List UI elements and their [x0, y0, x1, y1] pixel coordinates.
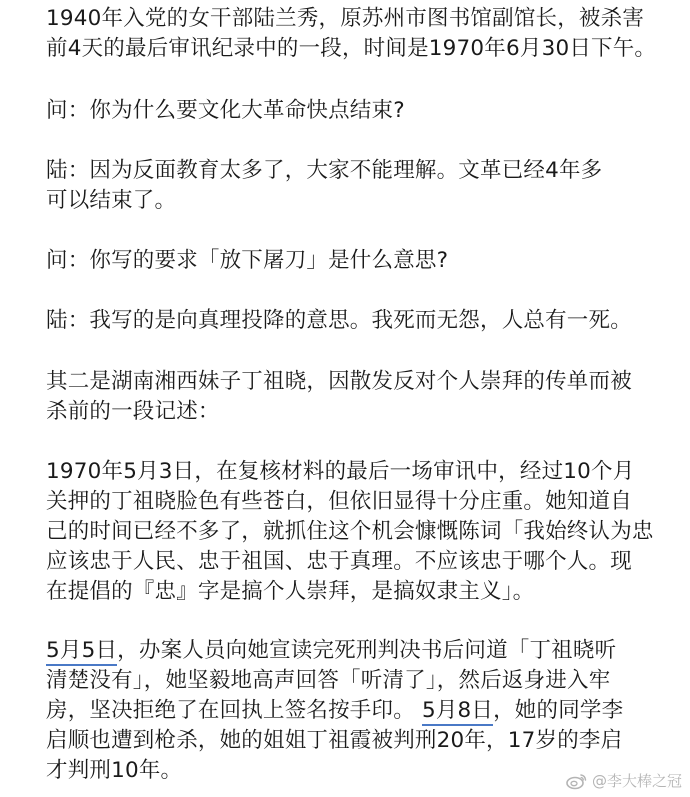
text-line: 陆：我写的是向真理投降的意思。我死而无怨，人总有一死。: [46, 308, 632, 333]
text-segment: 房，坚决拒绝了在回执上签名按手印。: [46, 698, 422, 723]
text-line: 清楚没有」，她坚毅地高声回答「听清了」，然后返身进入牢: [46, 668, 611, 693]
text-line: 问：你为什么要文化大革命快点结束?: [46, 98, 405, 123]
text-line: 陆：因为反面教育太多了，大家不能理解。文革已经4年多: [46, 158, 603, 183]
text-line: 应该忠于人民、忠于祖国、忠于真理。不应该忠于哪个人。现: [46, 549, 632, 574]
text-line: 问：你写的要求「放下屠刀」是什么意思?: [46, 248, 449, 273]
text-line: 其二是湖南湘西妹子丁祖晓，因散发反对个人崇拜的传单而被: [46, 369, 632, 394]
text-line: 启顺也遭到枪杀，她的姐姐丁祖霞被判刑20年，17岁的李启: [46, 728, 623, 753]
text-line: 关押的丁祖晓脸色有些苍白，但依旧显得十分庄重。她知道自: [46, 489, 632, 514]
text-line: 杀前的一段记述：: [46, 399, 220, 424]
text-line: [46, 696, 623, 726]
paragraph-intro-ding-zuxiao: [46, 367, 632, 427]
text-line: 可以结束了。: [46, 188, 177, 213]
text-line: 在提倡的『忠』字是搞个人崇拜，是搞奴隶主义」。: [46, 579, 535, 604]
weibo-logo-icon: [566, 772, 588, 790]
paragraph-intro-lu-lanxiu: [46, 4, 656, 64]
paragraph-trial-account: [46, 457, 654, 607]
text-line: [46, 636, 623, 666]
date-highlight: 5月5日: [46, 638, 117, 666]
paragraph-answer-2: [46, 306, 632, 336]
watermark-text: @李大棒之冠: [591, 772, 682, 790]
text-line: 才判刑10年。: [46, 758, 183, 783]
date-highlight: 5月8日: [422, 698, 493, 726]
paragraph-answer-1: [46, 156, 602, 216]
paragraph-question-2: [46, 246, 448, 276]
paragraph-sentence-account: [46, 636, 623, 786]
text-segment: ，她的同学李: [493, 698, 624, 723]
text-segment: ，办案人员向她宣读完死刑判决书后问道「丁祖晓听: [117, 638, 617, 663]
paragraph-question-1: [46, 96, 405, 126]
text-line: 己的时间已经不多了，就抓住这个机会慷慨陈词「我始终认为忠: [46, 519, 654, 544]
watermark: [566, 770, 682, 791]
text-line: 1970年5月3日，在复核材料的最后一场审讯中，经过10个月: [46, 459, 635, 484]
text-line: 1940年入党的女干部陆兰秀，原苏州市图书馆副馆长，被杀害: [46, 6, 645, 31]
text-line: 前4天的最后审讯纪录中的一段，时间是1970年6月30日下午。: [46, 36, 657, 61]
